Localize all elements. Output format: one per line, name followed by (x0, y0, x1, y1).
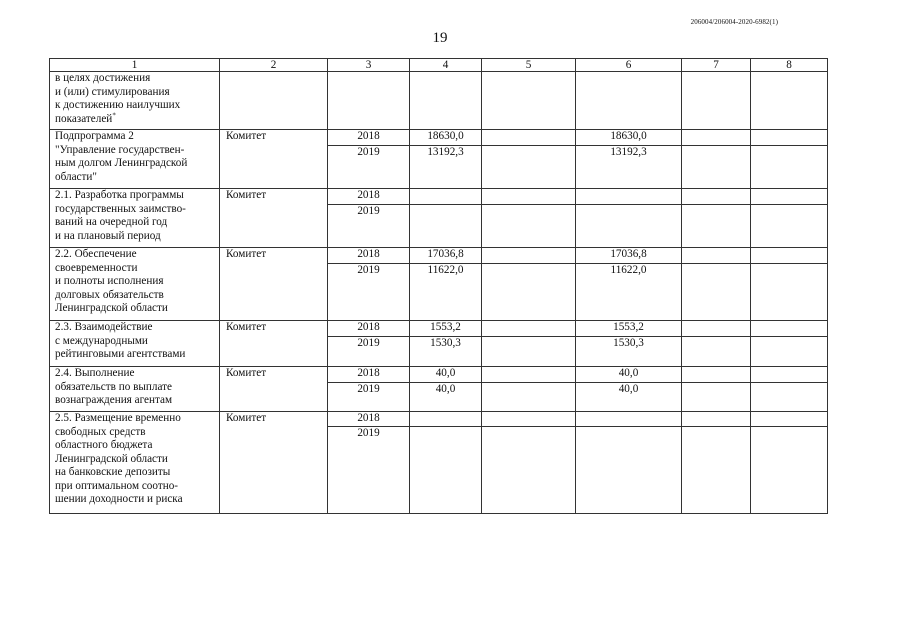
local-cell (682, 367, 751, 383)
other-cell (751, 189, 828, 205)
regional-cell: 17036,8 (576, 248, 682, 264)
federal-cell (482, 72, 576, 130)
other-cell (751, 146, 828, 189)
other-cell (751, 130, 828, 146)
total-cell: 40,0 (410, 367, 482, 383)
regional-cell: 40,0 (576, 383, 682, 412)
regional-cell: 13192,3 (576, 146, 682, 189)
activity-name-cell (50, 130, 220, 189)
executor-cell: Комитет (220, 367, 328, 412)
year-cell: 2019 (328, 205, 410, 248)
year-cell (328, 72, 410, 130)
column-number-4: 4 (410, 59, 482, 72)
total-cell: 1553,2 (410, 321, 482, 337)
other-cell (751, 337, 828, 367)
activity-name-cell (50, 412, 220, 514)
table-row (50, 367, 828, 383)
activity-name-cell (50, 189, 220, 248)
local-cell (682, 321, 751, 337)
federal-cell (482, 337, 576, 367)
regional-cell: 40,0 (576, 367, 682, 383)
regional-cell (576, 189, 682, 205)
column-number-2: 2 (220, 59, 328, 72)
year-cell: 2018 (328, 321, 410, 337)
executor-cell: Комитет (220, 321, 328, 367)
other-cell (751, 367, 828, 383)
total-cell (410, 205, 482, 248)
column-number-1: 1 (50, 59, 220, 72)
local-cell (682, 146, 751, 189)
other-cell (751, 321, 828, 337)
table-row (50, 72, 828, 130)
regional-cell (576, 412, 682, 427)
regional-cell: 18630,0 (576, 130, 682, 146)
activity-name: в целях достижения и (или) стимулирования к достижению наилучших показателей (55, 72, 181, 125)
executor-cell: Комитет (220, 189, 328, 248)
table-row (50, 130, 828, 146)
other-cell (751, 383, 828, 412)
year-cell: 2018 (328, 189, 410, 205)
local-cell (682, 264, 751, 321)
executor-cell: Комитет (220, 248, 328, 321)
activity-name: 2.2. Обеспечение своевременности и полноты исполнения долговых обязательств Ленинградской области (55, 248, 168, 314)
year-cell: 2019 (328, 146, 410, 189)
column-number-5: 5 (482, 59, 576, 72)
footnote-mark: * (112, 110, 116, 119)
year-cell: 2019 (328, 383, 410, 412)
total-cell: 11622,0 (410, 264, 482, 321)
activity-name-cell (50, 72, 220, 130)
activity-name: 2.3. Взаимодействие с международными рейтинговыми агентствами (55, 321, 186, 360)
activity-name: Подпрограмма 2 "Управление государствен- ным долгом Ленинградской области" (55, 130, 188, 183)
year-cell: 2018 (328, 248, 410, 264)
federal-cell (482, 264, 576, 321)
page-number: 19 (432, 30, 448, 46)
total-cell: 13192,3 (410, 146, 482, 189)
local-cell (682, 130, 751, 146)
document-id: 206004/206004-2020-6982(1) (690, 18, 778, 26)
regional-cell: 11622,0 (576, 264, 682, 321)
local-cell (682, 248, 751, 264)
federal-cell (482, 189, 576, 205)
federal-cell (482, 205, 576, 248)
regional-cell (576, 72, 682, 130)
year-cell: 2018 (328, 130, 410, 146)
activity-name: 2.1. Разработка программы государственных заимство- ваний на очередной год и на плановый период (55, 189, 186, 242)
column-number-3: 3 (328, 59, 410, 72)
other-cell (751, 72, 828, 130)
local-cell (682, 189, 751, 205)
other-cell (751, 264, 828, 321)
executor-cell: Комитет (220, 130, 328, 189)
federal-cell (482, 426, 576, 513)
federal-cell (482, 383, 576, 412)
column-number-row (50, 59, 828, 72)
activity-name-cell (50, 367, 220, 412)
federal-cell (482, 146, 576, 189)
year-cell: 2018 (328, 412, 410, 427)
executor-cell (220, 72, 328, 130)
column-number-6: 6 (576, 59, 682, 72)
activity-name-cell (50, 248, 220, 321)
activity-name-cell (50, 321, 220, 367)
budget-table (49, 58, 828, 514)
federal-cell (482, 321, 576, 337)
executor-cell: Комитет (220, 412, 328, 514)
table-row (50, 321, 828, 337)
federal-cell (482, 130, 576, 146)
activity-name: 2.5. Размещение временно свободных средств областного бюджета Ленинградской области на банковские депозиты при оптимальном соотно- шении доходности и риска (55, 412, 183, 505)
year-cell: 2018 (328, 367, 410, 383)
year-cell: 2019 (328, 426, 410, 513)
table-row (50, 248, 828, 264)
year-cell: 2019 (328, 337, 410, 367)
table-row (50, 189, 828, 205)
column-number-7: 7 (682, 59, 751, 72)
total-cell (410, 412, 482, 427)
total-cell (410, 426, 482, 513)
total-cell: 17036,8 (410, 248, 482, 264)
federal-cell (482, 248, 576, 264)
regional-cell (576, 426, 682, 513)
activity-name: 2.4. Выполнение обязательств по выплате вознаграждения агентам (55, 367, 173, 406)
total-cell: 1530,3 (410, 337, 482, 367)
year-cell: 2019 (328, 264, 410, 321)
federal-cell (482, 412, 576, 427)
other-cell (751, 426, 828, 513)
federal-cell (482, 367, 576, 383)
local-cell (682, 72, 751, 130)
total-cell: 40,0 (410, 383, 482, 412)
local-cell (682, 337, 751, 367)
column-number-8: 8 (751, 59, 828, 72)
local-cell (682, 412, 751, 427)
regional-cell: 1530,3 (576, 337, 682, 367)
regional-cell: 1553,2 (576, 321, 682, 337)
total-cell (410, 72, 482, 130)
total-cell: 18630,0 (410, 130, 482, 146)
local-cell (682, 205, 751, 248)
regional-cell (576, 205, 682, 248)
local-cell (682, 426, 751, 513)
other-cell (751, 248, 828, 264)
other-cell (751, 205, 828, 248)
other-cell (751, 412, 828, 427)
total-cell (410, 189, 482, 205)
table-row (50, 412, 828, 427)
local-cell (682, 383, 751, 412)
